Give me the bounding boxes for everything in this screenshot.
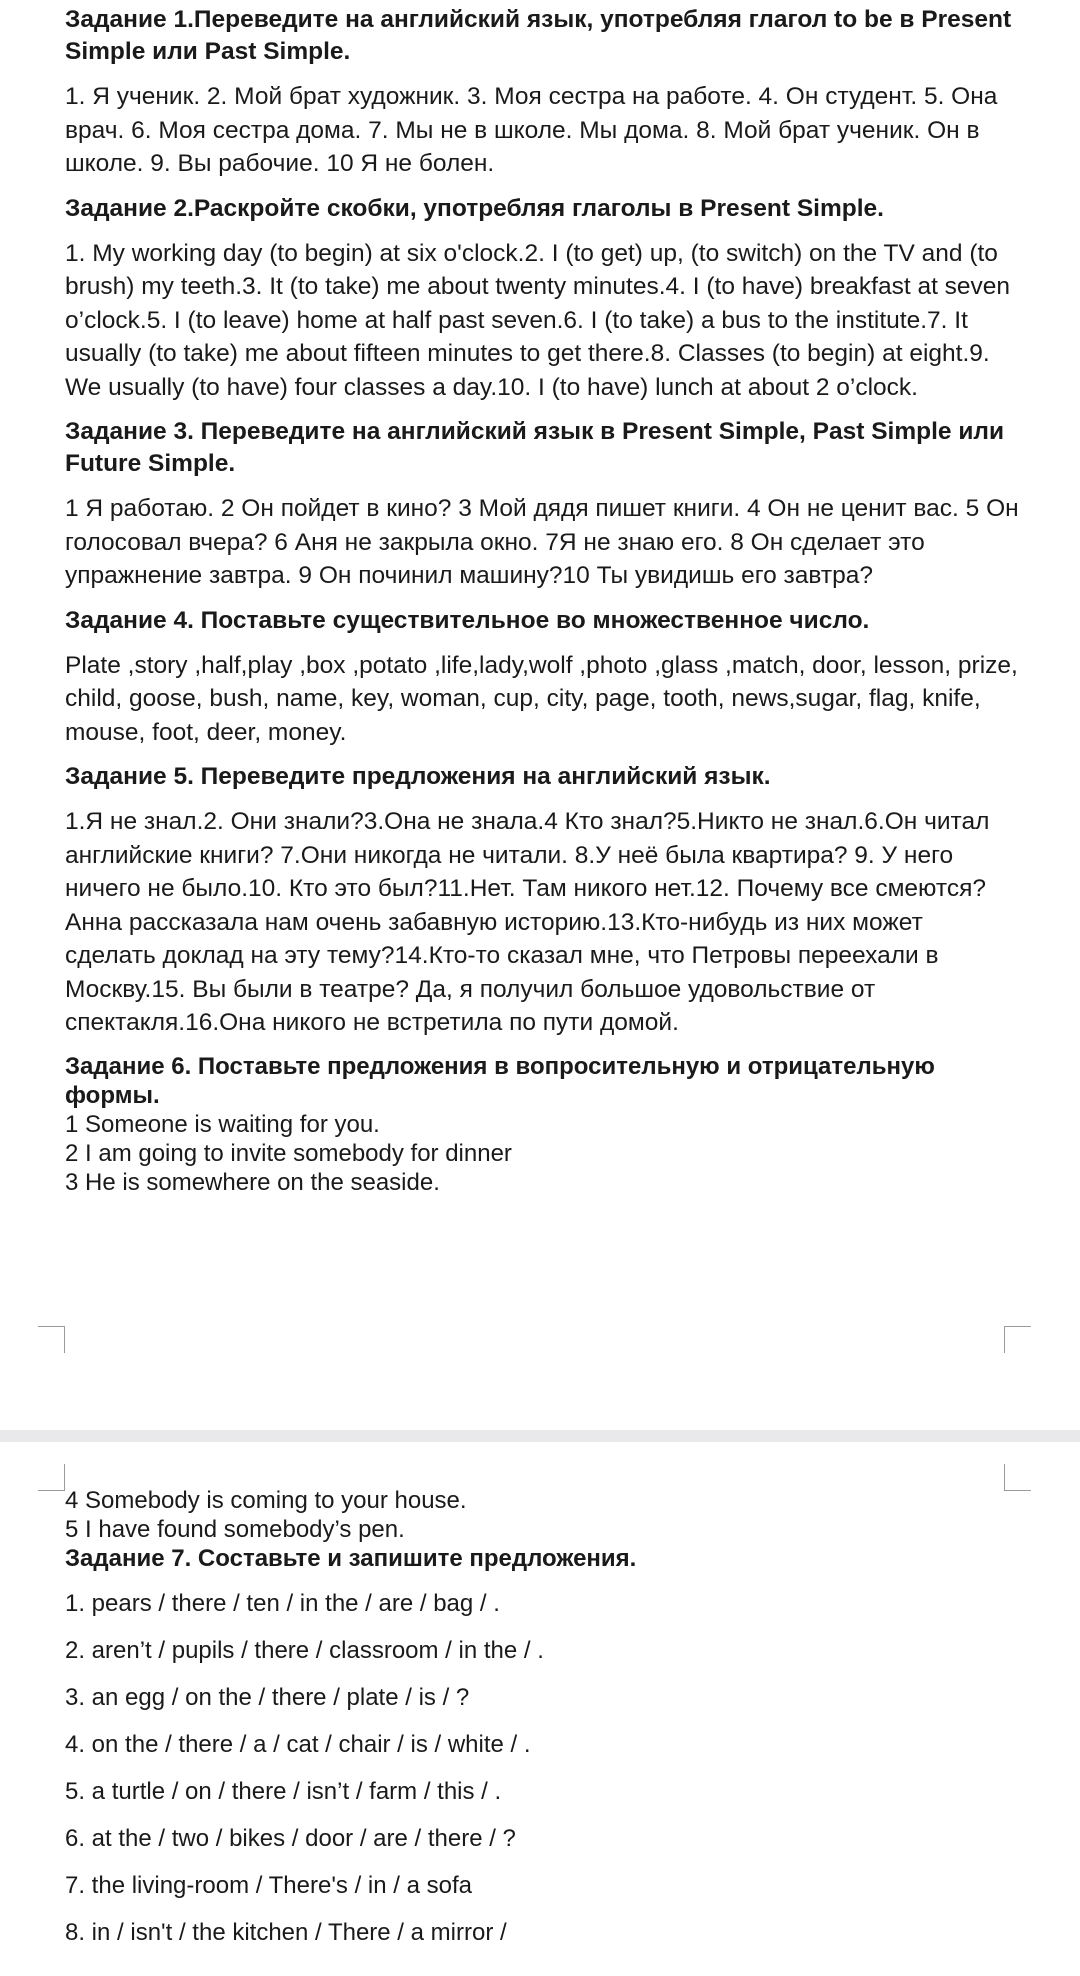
task-6-item: 3 He is somewhere on the seaside.: [65, 1168, 440, 1196]
task-7-item: 4. on the / there / a / cat / chair / is / white / .: [65, 1731, 531, 1758]
task-4-text: Plate ,story ,half,play ,box ,potato ,life,lady,wolf ,photo ,glass ,match, door, lesson, prize, child, goose, bush, name, key, woman, cup, city, page, tooth, news,sugar, flag, knife, mouse, foot, deer, money.: [65, 651, 1018, 746]
task-7-item: 5. a turtle / on / there / isn’t / farm / this / .: [65, 1778, 502, 1805]
task-6-item: 1 Someone is waiting for you.: [65, 1110, 380, 1138]
task-7-item: 7. the living-room / There's / in / a sofa: [65, 1872, 472, 1899]
task-7-item: 6. at the / two / bikes / door / are / there / ?: [65, 1825, 516, 1852]
task-6-item: 4 Somebody is coming to your house.: [65, 1487, 467, 1514]
task-7-item: 1. pears / there / ten / in the / are / bag / .: [65, 1590, 500, 1617]
page-1-content: [65, 4, 1020, 1197]
task-6-title: Задание 6. Поставьте предложения в вопросительную и отрицательную формы.: [65, 1052, 935, 1109]
task-1-text: 1. Я ученик. 2. Мой брат художник. 3. Моя сестра на работе. 4. Он студент. 5. Она врач. 6. Моя сестра дома. 7. Мы не в школе. Мы дома. 8. Мой брат ученик. Он в школе. 9. Вы рабочие. 10 Я не болен.: [65, 83, 998, 177]
page-corner-mark: [1004, 1326, 1031, 1353]
task-2-text: 1. My working day (to begin) at six o'clock.2. I (to get) up, (to switch) on the TV and (to brush) my teeth.3. It (to take) me about twenty minutes.4. I (to have) breakfast at seven o’clock.5. I (to leave) home at half past seven.6. I (to take) a bus to the institute.7. It usually (to take) me about fifteen minutes to get there.8. Classes (to begin) at eight.9. We usually (to have) four classes a day.10. I (to have) lunch at about 2 o’clock.: [65, 239, 1011, 401]
page-corner-mark: [38, 1464, 65, 1491]
task-7-list: [65, 1589, 1020, 1948]
task-3-text: 1 Я работаю. 2 Он пойдет в кино? 3 Мой дядя пишет книги. 4 Он не ценит вас. 5 Он голосовал вчера? 6 Аня не закрыла окно. 7Я не знаю его. 8 Он сделает это упражнение завтра. 9 Он починил машину?10 Ты увидишь его завтра?: [65, 495, 1019, 589]
task-5-title: Задание 5. Переведите предложения на английский язык.: [65, 763, 771, 790]
task-6-item: 2 I am going to invite somebody for dinner: [65, 1139, 512, 1167]
task-6-item: 5 I have found somebody’s pen.: [65, 1516, 405, 1543]
task-3-title: Задание 3. Переведите на английский язык в Present Simple, Past Simple или Future Simple.: [65, 418, 1005, 477]
task-4-title: Задание 4. Поставьте существительное во множественное число.: [65, 606, 870, 634]
task-7-item: 3. an egg / on the / there / plate / is / ?: [65, 1684, 470, 1711]
page-corner-mark: [38, 1326, 65, 1353]
task-2-title: Задание 2.Раскройте скобки, употребляя глаголы в Present Simple.: [65, 194, 884, 222]
task-7-item: 2. aren’t / pupils / there / classroom / in the / .: [65, 1637, 544, 1664]
task-7-item: 8. in / isn't / the kitchen / There / a mirror /: [65, 1919, 507, 1946]
document-page-2: [0, 1442, 1080, 1976]
task-1-title: Задание 1.Переведите на английский язык, употребляя глагол to be в Present Simple или Past Simple.: [65, 6, 1012, 65]
page-2-content: [65, 1486, 1020, 1965]
task-7-title: Задание 7. Составьте и запишите предложения.: [65, 1545, 637, 1572]
page-separator: [0, 1430, 1080, 1442]
task-5-text: 1.Я не знал.2. Они знали?3.Она не знала.4 Кто знал?5.Никто не знал.6.Он читал английские книги? 7.Они никогда не читали. 8.У неё была квартира? 9. У него ничего не было.10. Кто это был?11.Нет. Там никого нет.12. Почему все смеются? Анна рассказала нам очень забавную историю.13.Кто-нибудь из них может сделать доклад на эту тему?14.Кто-то сказал мне, что Петровы переехали в Москву.15. Вы были в театре? Да, я получил большое удовольствие от спектакля.16.Она никого не встретила по пути домой.: [65, 808, 990, 1036]
